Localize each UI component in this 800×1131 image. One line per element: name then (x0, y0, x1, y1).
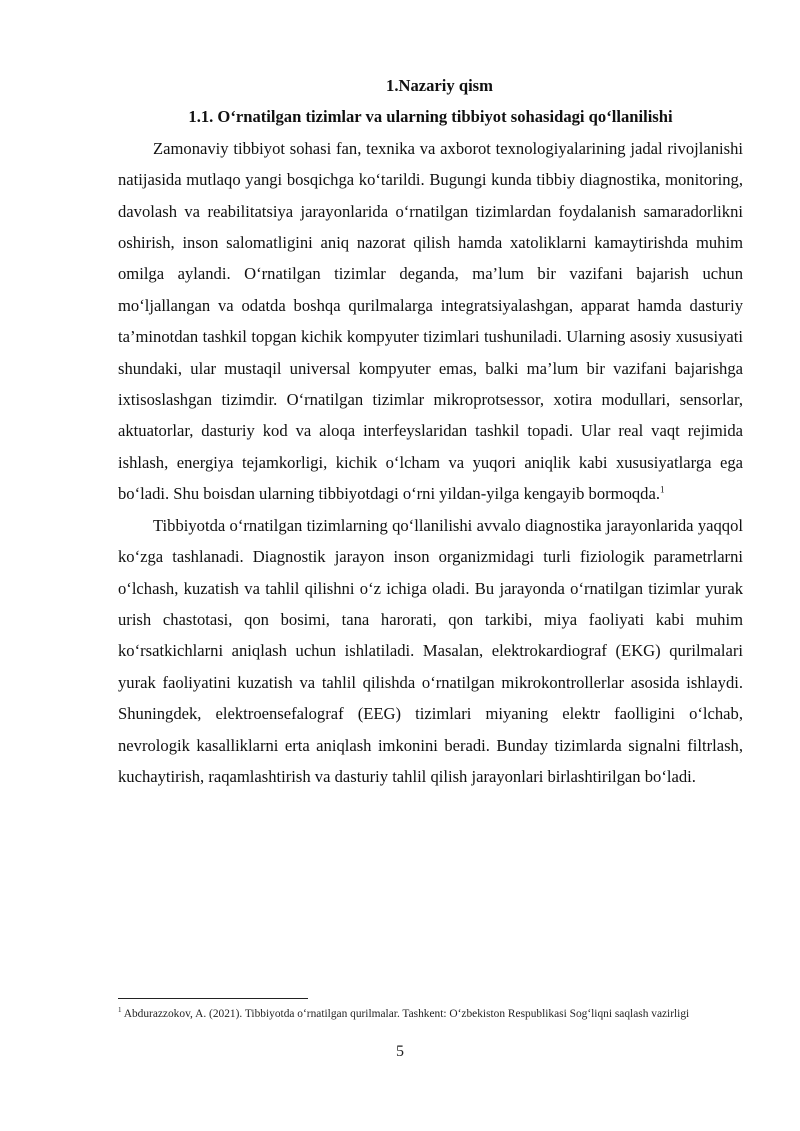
paragraph-1-text: Zamonaviy tibbiyot sohasi fan, texnika va axborot texnologiyalarining jadal rivojlanishi natijasida mutlaqo yangi bosqichga ko‘tarildi. Bugungi kunda tibbiy diagnostika, monitoring, davolash va reabilitatsiya jarayonlarida o‘rnatilgan tizimlardan foydalanish samaradorlikni oshirish, inson salomatligini aniq nazorat qilish hamda xatoliklarni kamaytirishda muhim omilga aylandi. O‘rnatilgan tizimlar deganda, ma’lum bir vazifani bajarish uchun mo‘ljallangan va odatda boshqa qurilmalarga integratsiyalashgan, apparat hamda dasturiy ta’minotdan tashkil topgan kichik kompyuter tizimlari tushuniladi. Ularning asosiy xususiyati shundaki, ular mustaqil universal kompyuter emas, balki ma’lum bir vazifani bajarishga ixtisoslashgan tizimdir. O‘rnatilgan tizimlar mikroprotsessor, xotira modullari, sensorlar, aktuatorlar, dasturiy kod va aloqa interfeyslaridan tashkil topadi. Ular real vaqt rejimida ishlash, energiya tejamkorligi, kichik o‘lcham va yuqori aniqlik kabi xususiyatlarga ega bo‘ladi. Shu boisdan ularning tibbiyotdagi o‘rni yildan-yilga kengayib bormoqda. (118, 138, 743, 504)
footnote-text: Abdurazzokov, A. (2021). Tibbiyotda o‘rnatilgan qurilmalar. Tashkent: O‘zbekiston Respublikasi Sog‘liqni saqlash vazirligi (123, 1008, 690, 1020)
paragraph-2: Tibbiyotda o‘rnatilgan tizimlarning qo‘llanilishi avvalo diagnostika jarayonlarida yaqqol ko‘zga tashlanadi. Diagnostik jarayon inson organizmidagi turli fiziologik parametrlarni o‘lchash, kuzatish va tahlil qilishni o‘z ichiga oladi. Bu jarayonda o‘rnatilgan tizimlar yurak urish chastotasi, qon bosimi, tana harorati, qon tarkibi, miya faoliyati kabi muhim ko‘rsatkichlarni aniqlash uchun ishlatiladi. Masalan, elektrokardiograf (EKG) qurilmalari yurak faoliyatini kuzatish va tahlil qilishda o‘rnatilgan mikrokontrollerlar asosida ishlaydi. Shuningdek, elektroensefalograf (EEG) tizimlari miyaning elektr faolligini o‘lchab, nevrologik kasalliklarni erta aniqlash imkonini beradi. Bunday tizimlarda signalni filtrlash, kuchaytirish, raqamlashtirish va dasturiy tahlil qilish jarayonlari birlashtirilgan bo‘ladi. (118, 515, 743, 786)
chapter-title: 1.Nazariy qism (386, 76, 493, 95)
footnote (118, 1006, 746, 1022)
paragraph-1 (118, 133, 743, 510)
page-body (118, 70, 743, 792)
footnote-separator (118, 998, 308, 999)
footnote-reference[interactable]: 1 (659, 484, 665, 495)
footnote-number: 1 (118, 1006, 122, 1015)
section-title: 1.1. O‘rnatilgan tizimlar va ularning tibbiyot sohasidagi qo‘llanilishi (188, 107, 673, 127)
page-number: 5 (396, 1043, 404, 1060)
